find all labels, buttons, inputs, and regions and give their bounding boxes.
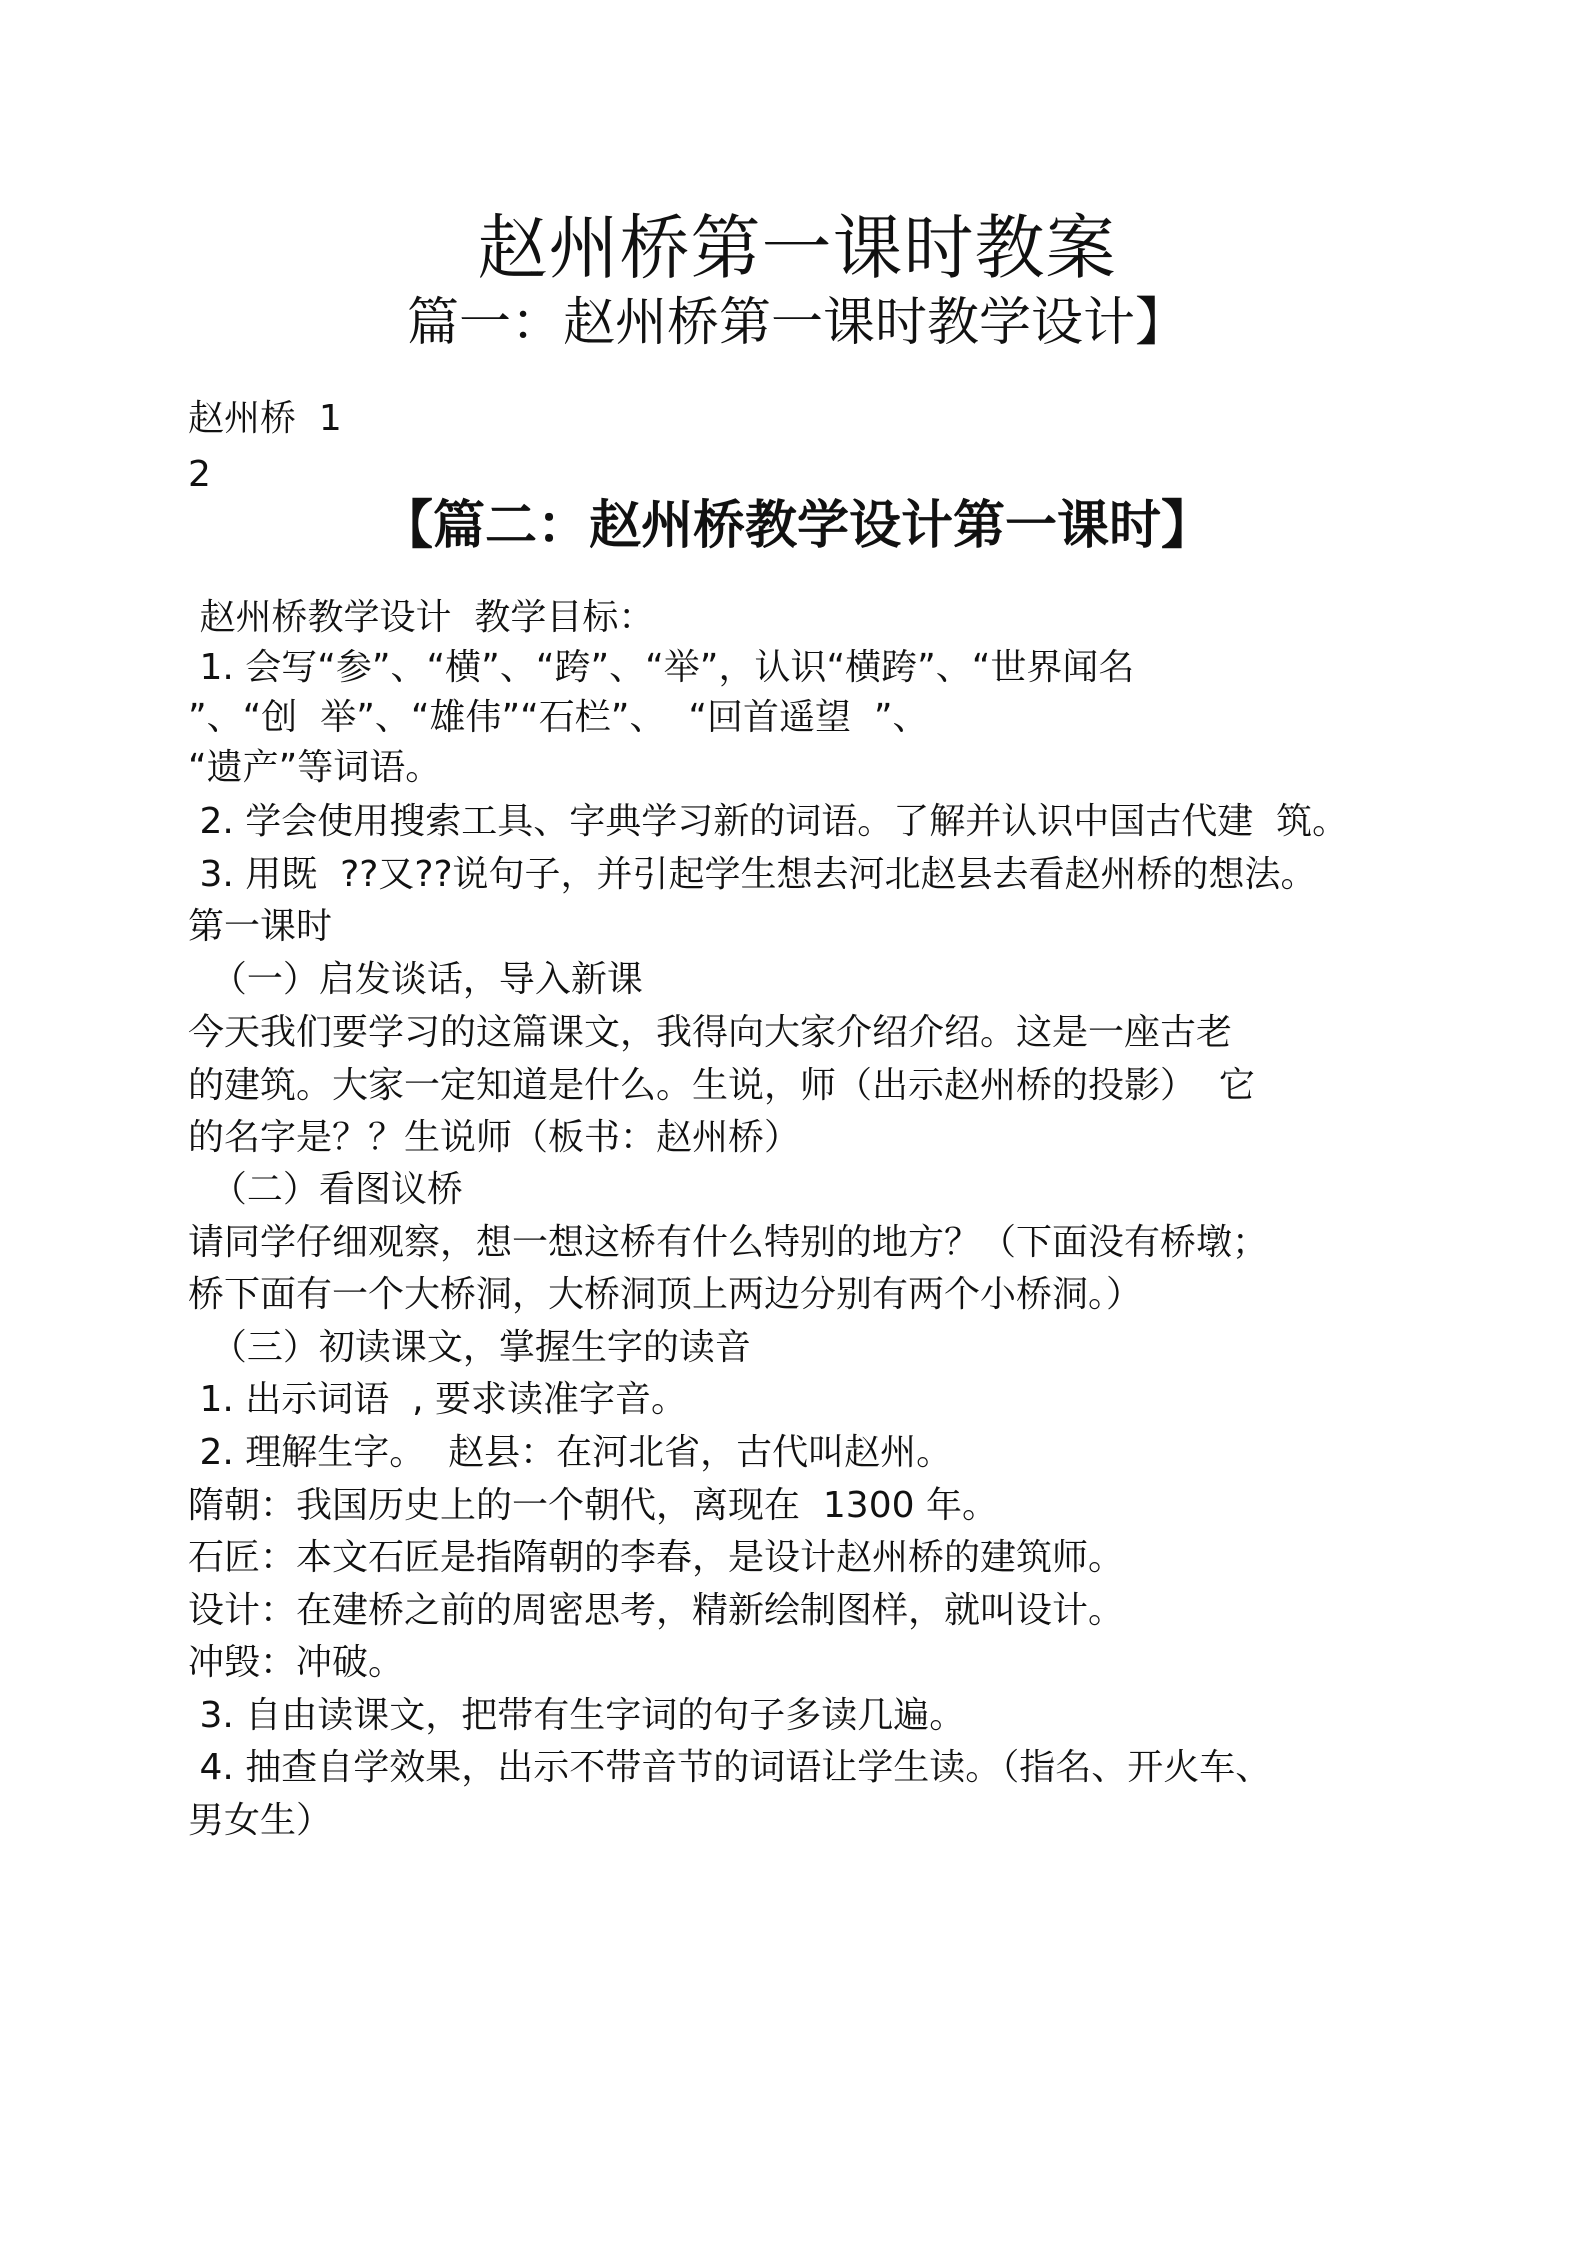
text-line: ”、“创 举”、“雄伟”“石栏”、 “回首遥望 ”、 [188, 697, 929, 738]
text-line: 1. 出示词语 , 要求读准字音。 [188, 1379, 688, 1420]
text-line: （三）初读课文，掌握生字的读音 [188, 1327, 751, 1368]
document-title: 赵州桥第一课时教案 [477, 207, 1117, 289]
text-line: 男女生） [188, 1800, 333, 1841]
text-line: 隋朝：我国历史上的一个朝代，离现在 1300 年。 [188, 1485, 998, 1526]
text-line: 石匠：本文石匠是指隋朝的李春，是设计赵州桥的建筑师。 [188, 1537, 1125, 1578]
text-line: （二）看图议桥 [188, 1169, 463, 1210]
text-line: 冲毁：冲破。 [188, 1642, 405, 1683]
text-line: “遗产”等词语。 [188, 747, 442, 788]
text-line: 的建筑。大家一定知道是什么。生说，师（出示赵州桥的投影） 它 [188, 1065, 1255, 1106]
text-line: 1. 会写“参”、“横”、“跨”、“举”，认识“横跨”、“世界闻名 [188, 647, 1135, 688]
text-line: 桥下面有一个大桥洞，大桥洞顶上两边分别有两个小桥洞。） [188, 1274, 1143, 1315]
text-line: 赵州桥 1 [188, 398, 342, 439]
text-line: 2 [188, 454, 211, 495]
text-line: （一）启发谈话，导入新课 [188, 959, 643, 1000]
text-line: 赵州桥教学设计 教学目标： [188, 597, 655, 638]
text-line: 今天我们要学习的这篇课文，我得向大家介绍介绍。这是一座古老 [188, 1012, 1233, 1053]
text-line: 2. 学会使用搜索工具、字典学习新的词语。了解并认识中国古代建 筑。 [188, 801, 1349, 842]
section-heading-1: 篇一：赵州桥第一课时教学设计】 [406, 293, 1187, 353]
text-line: 2. 理解生字。 赵县：在河北省，古代叫赵州。 [188, 1432, 953, 1473]
section-heading-2: 【篇二：赵州桥教学设计第一课时】 [380, 496, 1213, 556]
text-line: 设计：在建桥之前的周密思考，精新绘制图样，就叫设计。 [188, 1590, 1125, 1631]
text-line: 请同学仔细观察，想一想这桥有什么特别的地方？（下面没有桥墩； [188, 1222, 1269, 1263]
text-line: 4. 抽查自学效果，出示不带音节的词语让学生读。（指名、开火车、 [188, 1747, 1272, 1788]
text-line: 3. 自由读课文，把带有生字词的句子多读几遍。 [188, 1695, 966, 1736]
text-line: 3. 用既 ??又??说句子，并引起学生想去河北赵县去看赵州桥的想法。 [188, 854, 1317, 895]
text-line: 的名字是？？生说师（板书：赵州桥） [188, 1117, 801, 1158]
text-line: 第一课时 [188, 906, 333, 947]
